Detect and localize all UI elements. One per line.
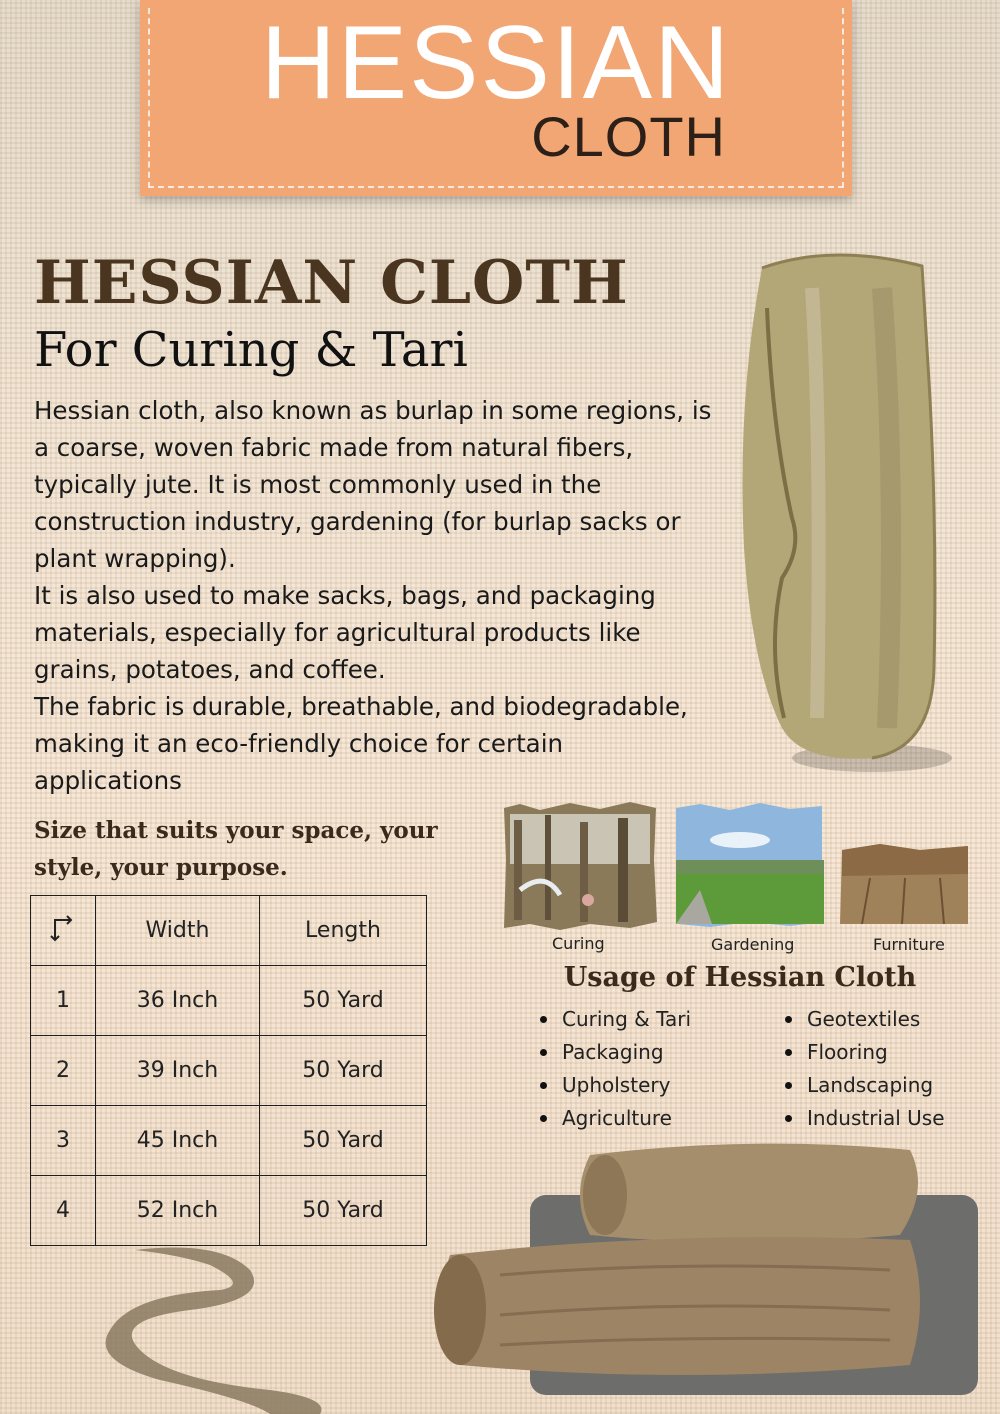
row-index: 3 [31,1106,96,1176]
caption-curing: Curing [552,934,605,953]
size-table [30,895,427,1246]
description [34,392,714,799]
row-index: 1 [31,966,96,1036]
caption-furniture: Furniture [873,935,945,954]
upper-roll [580,1144,918,1243]
list-item: Curing & Tari [538,1003,691,1036]
gardening-photo [676,803,824,927]
table-row [31,1036,427,1106]
usage-list-right [783,1003,945,1135]
usage-list-left [538,1003,691,1135]
row-length: 50 Yard [260,1176,427,1246]
row-width: 39 Inch [96,1036,260,1106]
furniture-photo [840,844,968,924]
row-width: 45 Inch [96,1106,260,1176]
row-index: 4 [31,1176,96,1246]
width-header: Width [96,896,260,966]
corner-arrow-icon [31,896,96,966]
row-width: 36 Inch [96,966,260,1036]
banner-title: HESSIAN [260,5,732,121]
hessian-roll-image [722,248,952,778]
length-header: Length [260,896,427,966]
table-header-row [31,896,427,966]
curing-photo [504,802,657,930]
caption-gardening: Gardening [711,935,795,954]
lower-roll [434,1237,920,1375]
list-item: Industrial Use [783,1102,945,1135]
row-length: 50 Yard [260,1106,427,1176]
description-paragraph-2: It is also used to make sacks, bags, and packaging materials, especially for agricultural products like grains, potatoes, and coffee. [34,581,656,684]
size-tagline: Size that suits your space, your style, your purpose. [34,817,438,881]
list-item: Geotextiles [783,1003,945,1036]
page-subtitle: For Curing & Tari [34,322,468,378]
usage-title: Usage of Hessian Cloth [563,962,917,993]
table-row [31,1176,427,1246]
description-paragraph-1: Hessian cloth, also known as burlap in some regions, is a coarse, woven fabric made from natural fibers, typically jute. It is most commonly used in the construction industry, gardening (for burlap sacks or plant wrapping). [34,396,712,573]
page-title: HESSIAN CLOTH [34,248,629,318]
row-length: 50 Yard [260,966,427,1036]
list-item: Upholstery [538,1069,691,1102]
list-item: Packaging [538,1036,691,1069]
list-item: Agriculture [538,1102,691,1135]
list-item: Flooring [783,1036,945,1069]
banner-subtitle: CLOTH [531,105,726,168]
list-item: Landscaping [783,1069,945,1102]
row-width: 52 Inch [96,1176,260,1246]
row-index: 2 [31,1036,96,1106]
table-row [31,1106,427,1176]
table-row [31,966,427,1036]
title-banner [140,0,852,196]
row-length: 50 Yard [260,1036,427,1106]
decorative-path [100,1240,340,1414]
description-paragraph-3: The fabric is durable, breathable, and biodegradable, making it an eco-friendly choice for certain applications [34,692,688,795]
hessian-rolls-image [420,1135,990,1414]
